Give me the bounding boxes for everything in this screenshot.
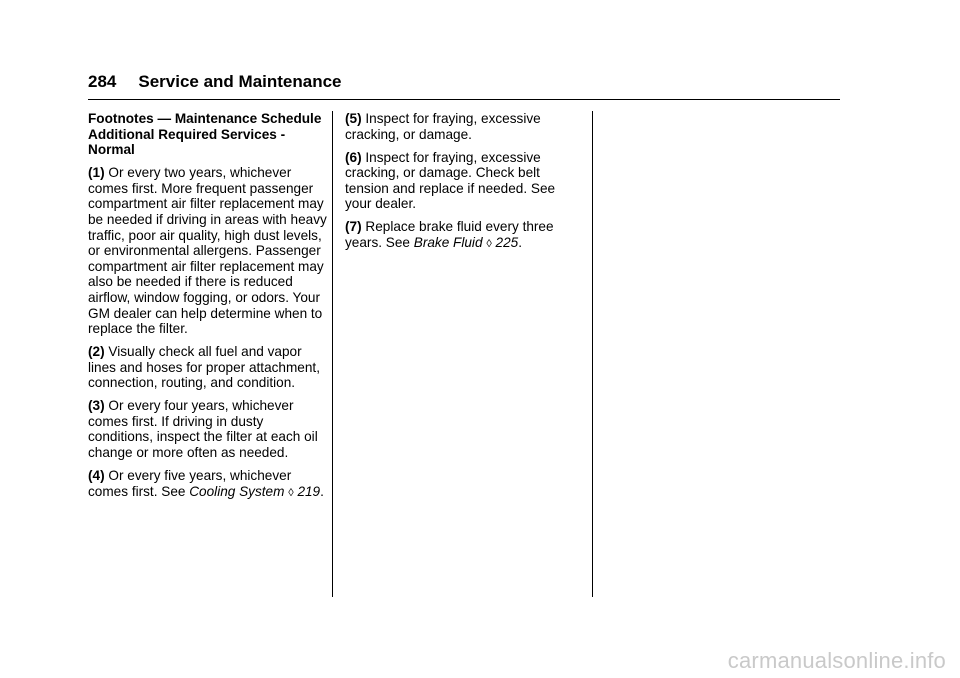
footnote-number: (6) (345, 149, 362, 165)
watermark: carmanualsonline.info (727, 648, 946, 673)
footnote-1 (88, 165, 328, 337)
footnote-text: Replace brake fluid every three years. See (345, 219, 554, 250)
footnote-6 (345, 150, 585, 212)
page-reference-icon: ◊ (288, 486, 294, 499)
footnote-text: Or every four years, whichever comes first. If driving in dusty conditions, inspect the filter at each oil change or more often as needed. (88, 398, 318, 461)
footnote-5 (345, 111, 585, 142)
footnote-text: Inspect for fraying, excessive cracking, or damage. (345, 111, 541, 142)
page-reference-icon: ◊ (486, 237, 492, 250)
reference-page-number[interactable]: 225 (495, 234, 519, 250)
footnote-2 (88, 344, 328, 391)
right-column (345, 111, 585, 260)
period: . (320, 483, 324, 499)
footnote-number: (2) (88, 344, 105, 360)
footnotes-heading: Footnotes — Maintenance Schedule Additional Required Services - Normal (88, 111, 322, 158)
footnote-number: (5) (345, 111, 362, 126)
section-title: Service and Maintenance (138, 72, 342, 91)
footnote-number: (1) (88, 165, 105, 181)
column-divider (592, 111, 593, 597)
header-rule (88, 99, 840, 100)
footnote-text: Or every five years, whichever comes first. See (88, 468, 292, 499)
footnote-text: Visually check all fuel and vapor lines and hoses for proper attachment, connection, routing, and condition. (88, 344, 320, 391)
cross-reference-link[interactable]: Cooling System (189, 483, 285, 499)
left-column (88, 111, 328, 509)
footnote-text: Inspect for fraying, excessive cracking, or damage. Check belt tension and replace if needed. See your dealer. (345, 149, 556, 212)
footnote-text: Or every two years, whichever comes first. More frequent passenger compartment air filter replacement may be needed if driving in areas with heavy traffic, poor air quality, high dust levels, or environmental allergens. Passenger compartment air filter replacement may also be needed if there is reduced airflow, window fogging, or odors. Your GM dealer can help determine when to replace the filter. (88, 165, 327, 337)
footnote-4 (88, 468, 328, 501)
footnote-3 (88, 398, 328, 460)
cross-reference-link[interactable]: Brake Fluid (413, 234, 483, 250)
period: . (518, 234, 522, 250)
page-number: 284 (88, 72, 117, 91)
page-header (88, 72, 840, 92)
footnote-7 (345, 219, 585, 252)
column-divider (332, 111, 333, 597)
footnote-number: (3) (88, 398, 105, 414)
reference-page-number[interactable]: 219 (297, 483, 321, 499)
footnote-number: (7) (345, 219, 362, 235)
footnote-number: (4) (88, 468, 105, 484)
